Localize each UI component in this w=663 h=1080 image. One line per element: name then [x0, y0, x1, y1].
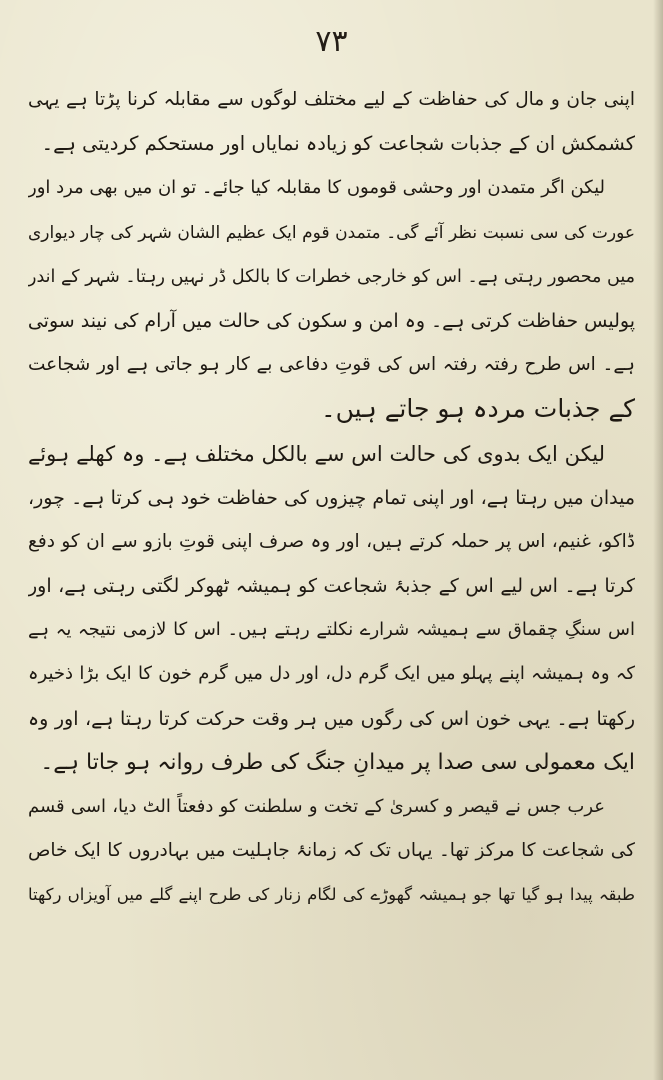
page-number: ٧٣	[315, 24, 348, 59]
text-line: ڈاکو، غنیم، اس پر حملہ کرتے ہیں، اور وہ صرف اپنی قوتِ بازو سے ان کو دفع	[28, 530, 635, 552]
text-line: کے جذبات مردہ ہو جاتے ہیں۔	[320, 394, 635, 424]
text-line: پولیس حفاظت کرتی ہے۔ وہ امن و سکون کی حالت میں آرام کی نیند سوتی	[28, 309, 635, 332]
text-line: ہے۔ اس طرح رفتہ رفتہ اس کی قوتِ دفاعی بے کار ہو جاتی ہے اور شجاعت	[28, 354, 635, 376]
text-line: کی شجاعت کا مرکز تھا۔ یہاں تک کہ زمانۂ جاہلیت میں بہادروں کا ایک خاص	[28, 840, 635, 862]
text-line: کشمکش ان کے جذبات شجاعت کو زیادہ نمایاں اور مستحکم کردیتی ہے۔	[41, 132, 635, 156]
text-line: کرتا ہے۔ اس لیے اس کے جذبۂ شجاعت کو ہمیشہ ٹھوکر لگتی رہتی ہے، اور	[28, 575, 635, 598]
text-line: لیکن اگر متمدن اور وحشی قوموں کا مقابلہ کیا جائے۔ تو ان میں بھی مرد اور	[28, 177, 605, 199]
body-text	[28, 78, 635, 918]
text-line: لیکن ایک بدوی کی حالت اس سے بالکل مختلف ہے۔ وہ کھلے ہوئے	[28, 441, 605, 466]
text-line: رکھتا ہے۔ یہی خون اس کی رگوں میں ہر وقت حرکت کرتا رہتا ہے، اور وہ	[28, 707, 635, 730]
text-line: اپنی جان و مال کی حفاظت کے لیے مختلف لوگوں سے مقابلہ کرنا پڑتا ہے یہی	[28, 89, 635, 110]
text-line: میدان میں رہتا ہے، اور اپنی تمام چیزوں کی حفاظت خود ہی کرتا ہے۔ چور،	[28, 486, 635, 509]
text-line: عرب جس نے قیصر و کسریٰ کے تخت و سلطنت کو دفعتاً الٹ دیا، اسی قسم	[28, 796, 605, 817]
text-line: اس سنگِ چقماق سے ہمیشہ شرارے نکلتے رہتے ہیں۔ اس کا لازمی نتیجہ یہ ہے	[28, 619, 635, 641]
text-line: طبقہ پیدا ہو گیا تھا جو ہمیشہ گھوڑے کی لگام زنار کی طرح اپنے گلے میں آویزاں رکھتا	[28, 885, 635, 905]
text-line: میں محصور رہتی ہے۔ اس کو خارجی خطرات کا بالکل ڈر نہیں رہتا۔ شہر کے اندر	[28, 266, 635, 287]
text-line: ایک معمولی سی صدا پر میدانِ جنگ کی طرف روانہ ہو جاتا ہے۔	[40, 749, 635, 775]
text-line: کہ وہ ہمیشہ اپنے پہلو میں ایک گرم دل، اور دل میں گرم خون کا ایک بڑا ذخیرہ	[28, 663, 635, 685]
text-line: عورت کی سی نسبت نظر آئے گی۔ متمدن قوم ایک عظیم الشان شہر کی چار دیواری	[28, 222, 635, 243]
page-edge-shadow	[653, 0, 663, 1080]
